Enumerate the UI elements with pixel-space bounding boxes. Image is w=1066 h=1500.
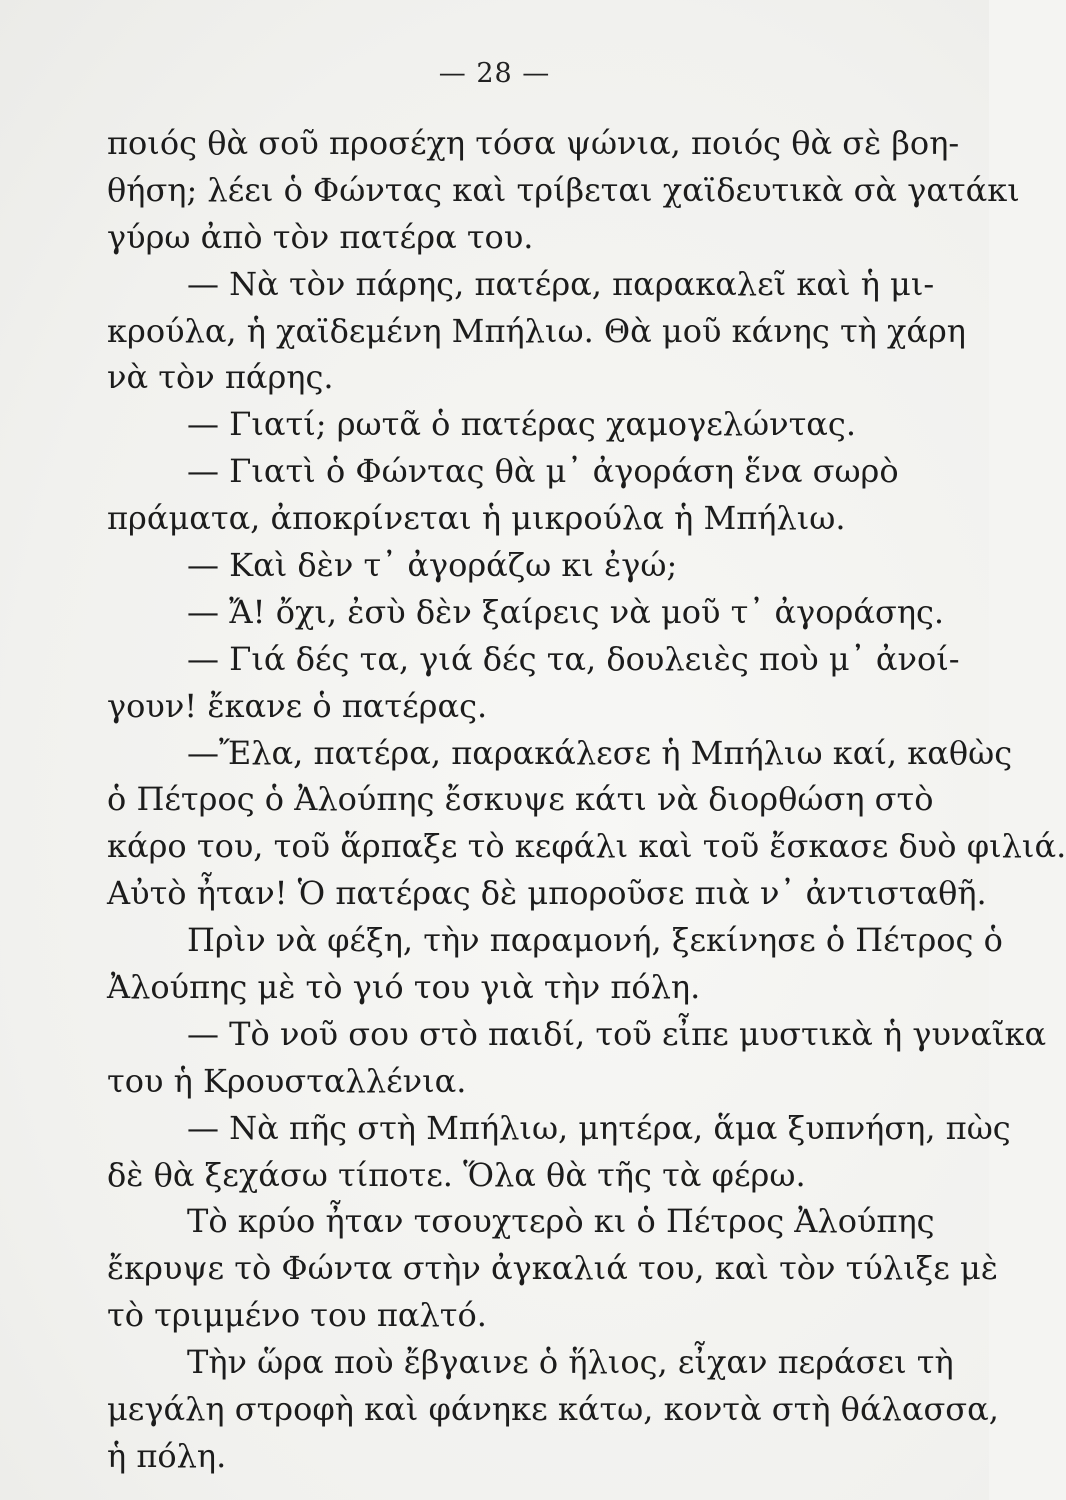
text-line: — Καὶ δὲν τ᾽ ἀγοράζω κι ἐγώ; [187, 546, 678, 585]
text-line: ποιός θὰ σοῦ προσέχη τόσα ψώνια, ποιός θὰ σὲ βοη- [107, 124, 960, 162]
text-line: γύρω ἀπὸ τὸν πατέρα του. [107, 217, 534, 256]
text-line: — Τὸ νοῦ σου στὸ παιδί, τοῦ εἶπε μυστικὰ ἡ γυναῖκα [187, 1014, 1047, 1053]
text-line: ἡ πόλη. [107, 1436, 227, 1475]
text-line: θήση; λέει ὁ Φώντας καὶ τρίβεται χαϊδευτικὰ σὰ γατάκι [107, 170, 1020, 209]
text-line: τὸ τριμμένο του παλτό. [107, 1296, 487, 1335]
text-line: — Νὰ πῆς στὴ Μπήλιω, μητέρα, ἅμα ξυπνήση, πὼς [187, 1108, 1011, 1147]
text-line: — Γιατί; ρωτᾶ ὁ πατέρας χαμογελώντας. [187, 405, 856, 444]
text-line: Αὐτὸ ἦταν! Ὁ πατέρας δὲ μποροῦσε πιὰ ν᾽ ἀντισταθῆ. [107, 874, 987, 913]
text-line: του ἡ Κρουσταλλένια. [107, 1061, 467, 1100]
text-line: Τὸ κρύο ἦταν τσουχτερὸ κι ὁ Πέτρος Ἀλούπης [187, 1202, 935, 1241]
text-line: —Ἔλα, πατέρα, παρακάλεσε ἡ Μπήλιω καί, καθὼς [187, 733, 1013, 772]
text-line: — Νὰ τὸν πάρης, πατέρα, παρακαλεῖ καὶ ἡ μι- [187, 264, 935, 303]
text-line: ἔκρυψε τὸ Φώντα στὴν ἀγκαλιά του, καὶ τὸν τύλιξε μὲ [107, 1249, 998, 1288]
text-line: ὁ Πέτρος ὁ Ἀλούπης ἔσκυψε κάτι νὰ διορθώση στὸ [107, 780, 934, 819]
text-line: νὰ τὸν πάρης. [107, 358, 334, 397]
text-line: κρούλα, ἡ χαϊδεμένη Μπήλιω. Θὰ μοῦ κάνης τὴ χάρη [107, 311, 966, 350]
text-line: γουν! ἔκανε ὁ πατέρας. [107, 686, 488, 725]
text-line: — Γιά δές τα, γιά δές τα, δουλειὲς ποὺ μ᾽ ἀνοί- [187, 639, 960, 678]
body-text [107, 120, 1066, 1480]
text-line: πράματα, ἀποκρίνεται ἡ μικρούλα ἡ Μπήλιω. [107, 499, 846, 538]
text-line: — Ἄ! ὄχι, ἐσὺ δὲν ξαίρεις νὰ μοῦ τ᾽ ἀγοράσης. [187, 592, 945, 631]
text-line: Ἀλούπης μὲ τὸ γιό του γιὰ τὴν πόλη. [107, 968, 701, 1007]
text-line: — Γιατὶ ὁ Φώντας θὰ μ᾽ ἀγοράση ἕνα σωρὸ [187, 452, 899, 491]
text-line: δὲ θὰ ξεχάσω τίποτε. Ὅλα θὰ τῆς τὰ φέρω. [107, 1155, 806, 1194]
page-number: — 28 — [438, 58, 551, 89]
text-line: Τὴν ὥρα ποὺ ἔβγαινε ὁ ἥλιος, εἶχαν περάσει τὴ [187, 1343, 954, 1382]
text-line: Πρὶν νὰ φέξη, τὴν παραμονή, ξεκίνησε ὁ Πέτρος ὁ [187, 921, 1003, 960]
text-line: κάρο του, τοῦ ἅρπαξε τὸ κεφάλι καὶ τοῦ ἔσκασε δυὸ φιλιά. [107, 827, 1066, 866]
text-line: μεγάλη στροφὴ καὶ φάνηκε κάτω, κοντὰ στὴ θάλασσα, [107, 1390, 999, 1429]
